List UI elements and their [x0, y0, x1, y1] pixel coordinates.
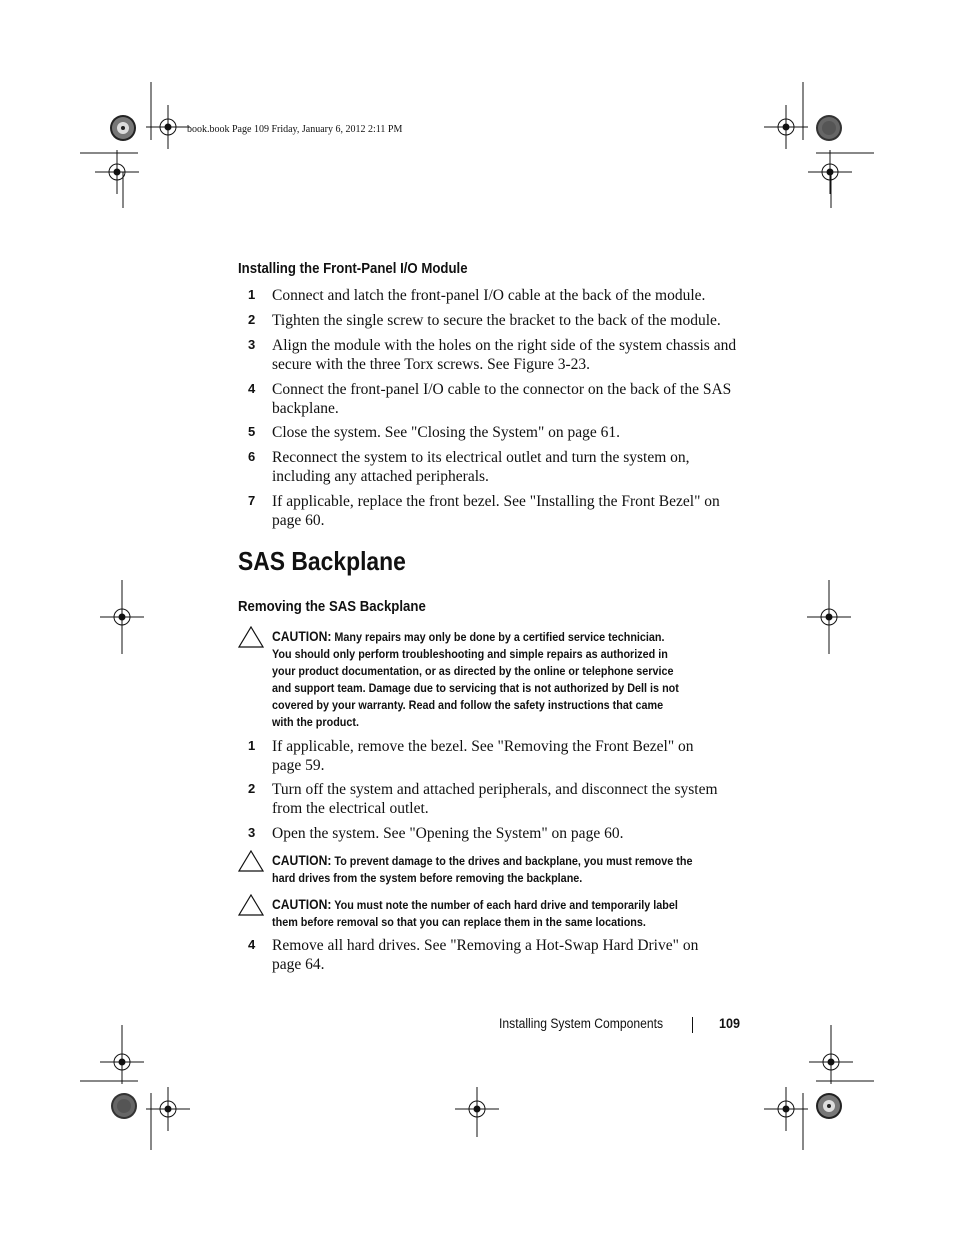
chapter-title: SAS Backplane — [238, 546, 406, 576]
step-number: 4 — [248, 937, 256, 952]
step-text: Turn off the system and attached peripherals, and disconnect the system from the electrical outlet. — [272, 781, 718, 817]
page-number: 109 — [719, 1015, 741, 1031]
step-text: Reconnect the system to its electrical outlet and turn the system on, including any attached peripherals. — [272, 449, 690, 485]
caution-triangle-icon — [238, 850, 264, 872]
step-number: 2 — [248, 781, 256, 796]
caution-text — [272, 896, 695, 931]
step-text: If applicable, replace the front bezel. See "Installing the Front Bezel" on page 60. — [272, 493, 720, 529]
step-text: Remove all hard drives. See "Removing a Hot-Swap Hard Drive" on page 64. — [272, 937, 699, 973]
caution-text — [272, 852, 695, 887]
step-text: Close the system. See "Closing the System" on page 61. — [272, 424, 621, 441]
section-heading-removing-sas-backplane: Removing the SAS Backplane — [238, 598, 426, 615]
footer-chapter-label: Installing System Components — [499, 1016, 664, 1031]
section-heading-installing-io-module: Installing the Front-Panel I/O Module — [238, 260, 468, 277]
caution-triangle-icon — [238, 894, 264, 916]
step-number: 1 — [248, 738, 256, 753]
step-text: Connect the front-panel I/O cable to the connector on the back of the SAS backplane. — [272, 381, 732, 417]
caution-body: You must note the number of each hard drive and temporarily label them before removal so that you can replace them in the same locations. — [272, 898, 678, 929]
print-slug: book.book Page 109 Friday, January 6, 2012 2:11 PM — [187, 124, 403, 135]
step-number: 1 — [248, 287, 256, 302]
caution-label: CAUTION: — [272, 629, 332, 644]
footer-separator — [692, 1017, 693, 1033]
step-number: 3 — [248, 825, 256, 840]
step-text: Tighten the single screw to secure the bracket to the back of the module. — [272, 312, 721, 329]
caution-body: To prevent damage to the drives and backplane, you must remove the hard drives from the system before removing the backplane. — [272, 854, 693, 885]
step-number: 6 — [248, 449, 256, 464]
step-number: 5 — [248, 424, 256, 439]
step-number: 3 — [248, 337, 256, 352]
caution-text — [272, 628, 695, 731]
step-text: Open the system. See "Opening the System" on page 60. — [272, 825, 624, 842]
step-text: Align the module with the holes on the right side of the system chassis and secure with the three Torx screws. See Figure 3-23. — [272, 337, 737, 373]
step-text: If applicable, remove the bezel. See "Removing the Front Bezel" on page 59. — [272, 738, 694, 774]
step-number: 4 — [248, 381, 256, 396]
caution-triangle-icon — [238, 626, 264, 648]
caution-label: CAUTION: — [272, 897, 332, 912]
caution-body: Many repairs may only be done by a certified service technician. You should only perform troubleshooting and simple repairs as authorized in your product documentation, or as directed by the online or telephone service and support team. Damage due to servicing that is not authorized by Dell is not covered by your warranty. Read and follow the safety instructions that came with the product. — [272, 630, 679, 729]
step-number: 7 — [248, 493, 256, 508]
step-text: Connect and latch the front-panel I/O cable at the back of the module. — [272, 287, 706, 304]
step-number: 2 — [248, 312, 256, 327]
caution-label: CAUTION: — [272, 853, 332, 868]
